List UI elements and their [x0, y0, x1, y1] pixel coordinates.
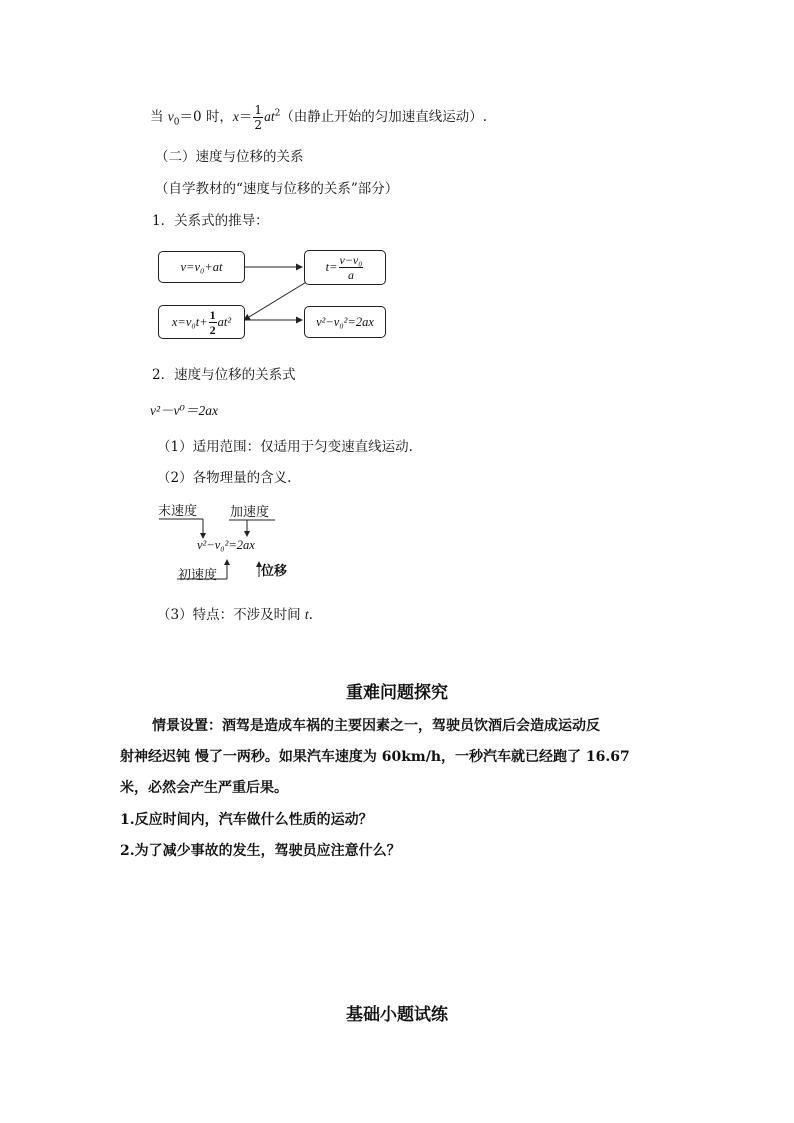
sub-item-2: （2）各物理量的含义. — [157, 470, 292, 486]
heading-basic-practice: 基础小题试练 — [346, 1005, 448, 1025]
section2-note: （自学教材的“速度与位移的关系”部分） — [155, 181, 399, 197]
box-time-formula: t= $\frac{\text{v−v₀}}{a}$ — [304, 250, 386, 285]
label-initial-velocity: 初速度 — [178, 568, 218, 583]
scenario-line-1: 情景设置：酒驾是造成车祸的主要因素之一，驾驶员饮酒后会造成运动反 — [152, 718, 600, 734]
box-velocity-displacement: v²−v₀²=2ax — [304, 306, 386, 338]
sub-item-3: （3）特点：不涉及时间 t. — [157, 607, 313, 623]
scenario-line-3: 米，必然会产生严重后果。 — [120, 780, 288, 796]
item1-title: 1．关系式的推导： — [152, 213, 269, 229]
box-displacement-formula: x=v₀t+ $\frac{1}{2}$ at² — [158, 305, 245, 339]
label-final-velocity: 末速度 — [158, 504, 198, 519]
derivation-diagram — [158, 248, 388, 340]
arrow-box2-to-box3 — [244, 281, 308, 320]
formula-line: v²－v⁰＝2ax — [150, 403, 218, 418]
scenario-line-2: 射神经迟钝 慢了一两秒。如果汽车速度为 60km/h，一秒汽车就已经跑了 16.67 — [120, 749, 630, 765]
annotated-formula-text: v²−v₀²=2ax — [197, 538, 255, 552]
box-velocity-formula: v=v₀+at — [158, 251, 245, 283]
question-2: 2.为了减少事故的发生，驾驶员应注意什么？ — [120, 843, 401, 859]
label-acceleration: 加速度 — [230, 505, 270, 520]
sub-item-1: （1）适用范围：仅适用于匀变速直线运动. — [157, 439, 413, 455]
section2-title: （二）速度与位移的关系 — [155, 149, 304, 165]
label-displacement: 位移 — [261, 564, 288, 579]
question-1: 1.反应时间内，汽车做什么性质的运动？ — [120, 812, 373, 828]
line-static-start: 当 $v_0=0$ 时，x＝ $\frac{1}{2}$ $at^2$（由静止开始的匀加速直线运动）. — [150, 103, 488, 132]
annotated-formula — [155, 498, 305, 588]
item2-title: 2．速度与位移的关系式 — [152, 367, 296, 383]
heading-difficult-problems: 重难问题探究 — [346, 683, 448, 703]
fraction-one-half: $\frac{1}{2}$ — [254, 103, 263, 132]
